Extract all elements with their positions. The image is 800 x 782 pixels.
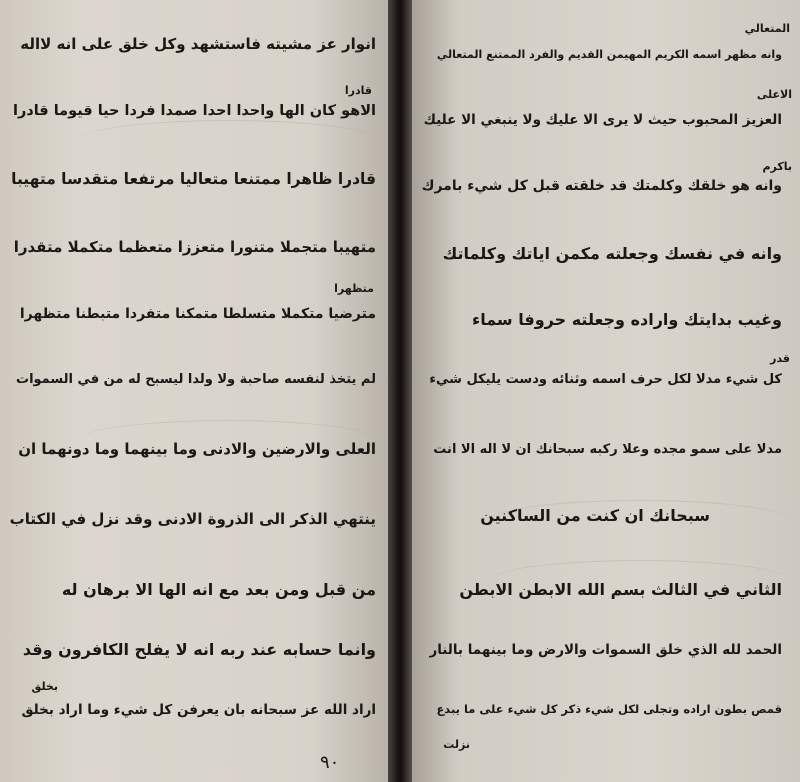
right-page-interlinear-1: المتعالي [744,22,790,35]
right-page-line-10: الحمد لله الذي خلق السموات والارض وما بينهما بالنار [429,642,782,658]
left-page-line-8: ينتهي الذكر الى الذروة الادنى وقد نزل في الكتاب [9,510,376,528]
right-page-interlinear-2: الاعلى [756,88,792,101]
left-page-line-5: مترضيا متكملا متسلطا متمكنا متفردا متبطنا متظهرا [19,306,376,322]
right-page-interlinear-5: نزلت [443,738,470,751]
right-page-interlinear-3: باكرم [762,160,792,173]
left-page-interlinear-1: قادرا [344,84,372,97]
right-page-line-8: سبحانك ان كنت من الساكنين [480,506,710,525]
right-page-line-4: وانه في نفسك وجعلته مكمن اياتك وكلماتك [442,244,782,263]
right-page-line-3: وانه هو خلقك وكلمتك قد خلقته قبل كل شيء بامرك [421,178,782,194]
book-gutter [388,0,412,782]
right-page-interlinear-4: قدر [770,352,790,365]
left-page-line-11: اراد الله عز سبحانه بان يعرفن كل شيء وما اراد بخلق [21,702,376,718]
left-page-line-6: لم يتخذ لنفسه صاحبة ولا ولدا ليسبح له من في السموات [16,372,376,387]
ink-bleed-through [78,120,378,161]
left-page-line-3: قادرا ظاهرا ممتنعا متعاليا مرتفعا متقدسا متهيبا [11,170,376,188]
left-page-line-2: الاهو كان الها واحدا احدا صمدا فردا حيا قيوما قادرا [12,103,376,119]
right-page [412,0,800,782]
left-page-interlinear-2: متظهرا [334,282,374,295]
right-page-line-7: مدلا على سمو مجده وعلا ركبه سبحانك ان لا اله الا انت [433,442,782,457]
right-page-line-6: كل شيء مدلا لكل حرف اسمه وثنائه ودست يليكل شيء [429,372,782,387]
left-page-line-10: وانما حسابه عند ربه انه لا يفلح الكافرون وقد [22,640,376,659]
left-page-line-1: انوار عز مشيته فاستشهد وكل خلق على انه لااله [20,35,376,53]
left-page-line-4: متهيبا متجملا متنورا متعززا متعظما متكملا متقدرا [13,238,376,256]
right-page-line-11: قمص بطون اراده وتجلى لكل شيء ذكر كل شيء على ما يبدع [436,702,782,716]
right-page-line-9: الثاني في الثالث بسم الله الابطن الابطن [459,580,782,599]
left-page [0,0,388,782]
left-page-interlinear-3: بخلق [31,680,58,693]
right-page-line-5: وغيب بدايتك واراده وجعلته حروفا سماء [472,310,782,329]
folio-number: ٩٠ [320,752,340,773]
right-page-line-2: العزيز المحبوب حيث لا يرى الا عليك ولا ينبغي الا عليك [423,112,782,128]
left-page-line-7: العلى والارضين والادنى وما بينهما وما دونهما ان [18,440,376,458]
left-page-line-9: من قبل ومن بعد مع انه الها الا برهان له [61,580,376,599]
right-page-line-1: وانه مظهر اسمه الكريم المهيمن القديم والفرد الممتنع المتعالي [436,48,782,61]
